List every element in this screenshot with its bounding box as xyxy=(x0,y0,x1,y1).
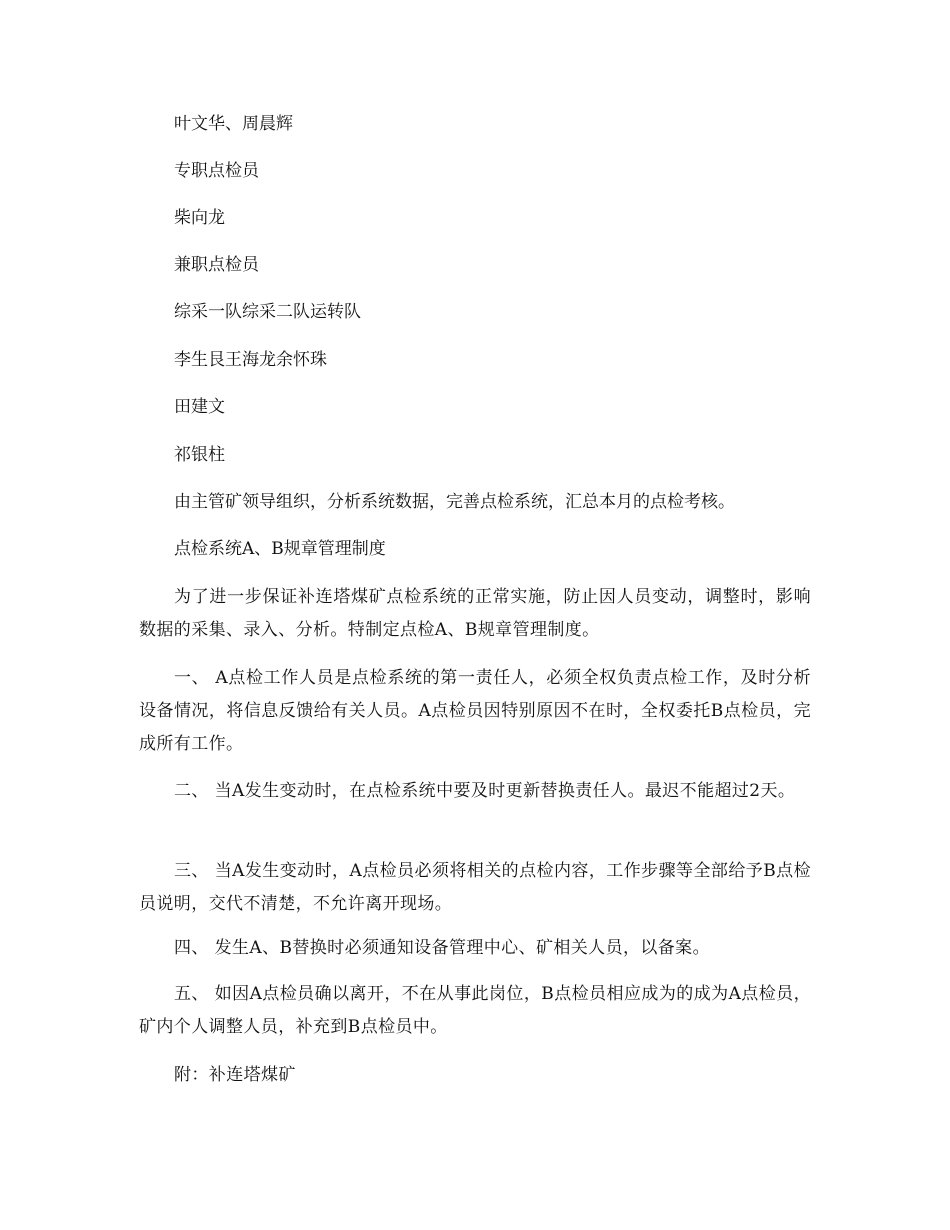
text-line-teams: 综采一队综采二队运转队 xyxy=(174,302,361,322)
text-line-fulltime-inspector: 专职点检员 xyxy=(174,161,259,181)
text-line-team-names: 李生艮王海龙余怀珠 xyxy=(174,350,327,370)
paragraph-rule-1: 一、 A点检工作人员是点检系统的第一责任人，必须全权负责点检工作，及时分析设备情况，将信息反馈给有关人员。A点检员因特别原因不在时，全权委托B点检员，完成所有工作。 xyxy=(139,668,811,754)
paragraph-intro: 为了进一步保证补连塔煤矿点检系统的正常实施，防止因人员变动，调整时，影响数据的采集、录入、分析。特制定点检A、B规章管理制度。 xyxy=(139,587,811,640)
text-line-name: 柴向龙 xyxy=(174,208,225,228)
text-line-staff-names: 叶文华、周晨辉 xyxy=(174,114,293,134)
paragraph-rule-3: 三、 当A发生变动时，A点检员必须将相关的点检内容，工作步骤等全部给予B点检员说明，交代不清楚，不允许离开现场。 xyxy=(139,861,811,914)
paragraph-rule-4: 四、 发生A、B替换时必须通知设备管理中心、矿相关人员，以备案。 xyxy=(174,938,710,958)
section-heading: 点检系统A、B规章管理制度 xyxy=(174,539,386,559)
paragraph-rule-5: 五、 如因A点检员确以离开，不在从事此岗位，B点检员相应成为的成为A点检员，矿内个人调整人员，补充到B点检员中。 xyxy=(139,984,811,1037)
text-line-summary: 由主管矿领导组织，分析系统数据，完善点检系统，汇总本月的点检考核。 xyxy=(174,492,735,512)
text-line-name: 田建文 xyxy=(174,397,225,417)
paragraph-rule-2: 二、 当A发生变动时，在点检系统中要及时更新替换责任人。最迟不能超过2天。 xyxy=(174,781,796,801)
text-line-parttime-inspector: 兼职点检员 xyxy=(174,255,259,275)
paragraph-appendix: 附：补连塔煤矿 xyxy=(174,1065,296,1085)
text-line-name: 祁银柱 xyxy=(174,445,225,465)
